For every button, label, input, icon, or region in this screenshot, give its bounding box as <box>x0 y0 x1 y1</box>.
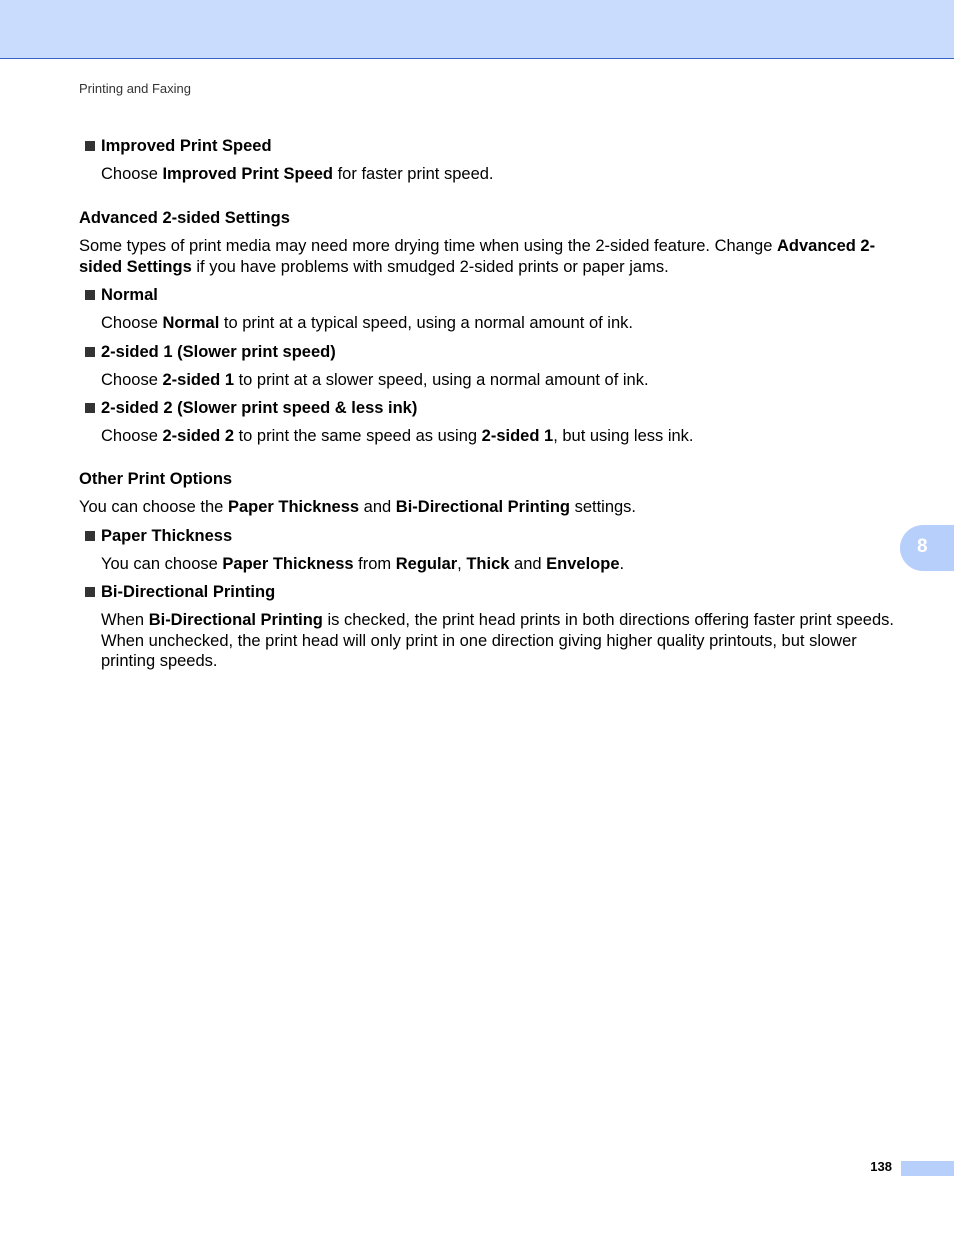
bi-directional-printing-description: When Bi-Directional Printing is checked, the print head prints in both directions offering faster print speeds. When unchecked, the print head will only print in one direction giving higher quality printouts, but slower printing speeds. <box>101 611 894 670</box>
chapter-number: 8 <box>917 536 928 557</box>
paper-thickness-description: You can choose Paper Thickness from Regular, Thick and Envelope. <box>101 554 625 573</box>
bullet-heading-improved-print-speed: Improved Print Speed <box>79 136 894 156</box>
bullet-heading-2-sided-1: 2-sided 1 (Slower print speed) <box>79 342 894 362</box>
chapter-tab <box>900 525 954 571</box>
square-bullet-icon <box>85 290 95 300</box>
bullet-heading-2-sided-2: 2-sided 2 (Slower print speed & less ink) <box>79 398 894 418</box>
square-bullet-icon <box>85 531 95 541</box>
2-sided-2-description: Choose 2-sided 2 to print the same speed as using 2-sided 1, but using less ink. <box>101 427 694 445</box>
top-header-band <box>0 0 954 59</box>
section-title-other-print-options: Other Print Options <box>79 469 233 488</box>
square-bullet-icon <box>85 403 95 413</box>
bullet-heading-paper-thickness: Paper Thickness <box>79 526 894 546</box>
normal-description: Choose Normal to print at a typical speed, using a normal amount of ink. <box>101 314 633 332</box>
other-print-options-intro: You can choose the Paper Thickness and Bi-Directional Printing settings. <box>79 498 637 516</box>
page-number-bar <box>901 1161 954 1176</box>
2-sided-1-description: Choose 2-sided 1 to print at a slower speed, using a normal amount of ink. <box>101 370 649 389</box>
bullet-heading-normal: Normal <box>79 285 894 305</box>
advanced-2-sided-intro: Some types of print media may need more drying time when using the 2-sided feature. Change Advanced 2-sided Settings if you have problems with smudged 2-sided prints or paper jams. <box>79 237 876 276</box>
square-bullet-icon <box>85 141 95 151</box>
square-bullet-icon <box>85 347 95 357</box>
page-number: 138 <box>870 1159 892 1174</box>
bullet-heading-bi-directional-printing: Bi-Directional Printing <box>79 582 894 602</box>
section-title-advanced-2-sided: Advanced 2-sided Settings <box>79 208 290 227</box>
page-content <box>79 136 894 680</box>
running-header-title: Printing and Faxing <box>79 81 192 96</box>
square-bullet-icon <box>85 587 95 597</box>
improved-print-speed-description: Choose Improved Print Speed for faster print speed. <box>101 165 494 183</box>
